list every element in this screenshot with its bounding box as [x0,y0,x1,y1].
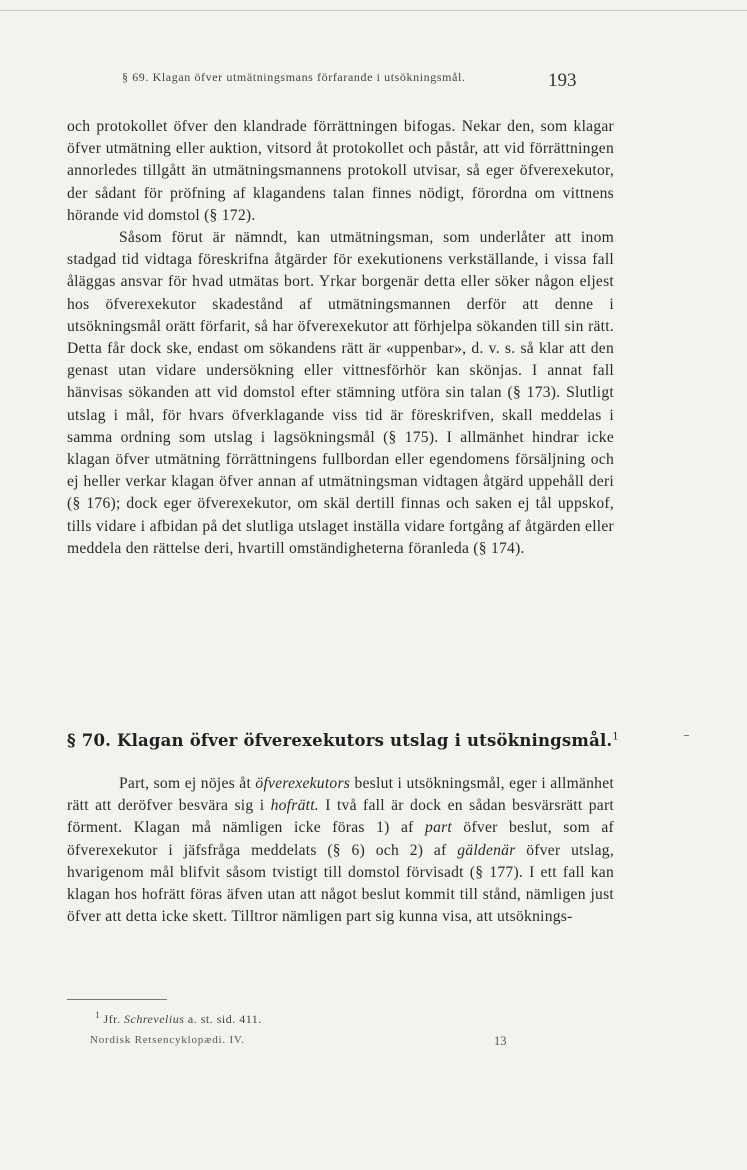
text-run: Part, som ej nöjes åt [119,775,256,792]
text-run: öfver utslag, hvarigenom mål blifvit såsom tvistigt till domstol förvisadt (§ 177). I ett fall kan klagan hos hofrätt föras äfven utan att något beslut kommit till stånd, nämligen just öfver att detta icke skett. Tilltror nämligen part sig kunna visa, att utsöknings- [67,841,614,926]
scan-top-edge [0,10,747,11]
paragraph-2: Såsom förut är nämndt, kan utmätningsman, som underlåter att inom stadgad tid vidtaga föreskrifna åtgärder för exekutionens verkställande, i vissa fall åläggas ansvar för hvad utmätas bort. Yrkar borgenär detta eller söker någon eljest hos öfverexekutor skadestånd af utmätningsmannen derför att denne i utsökningsmål orätt förfarit, så har öfverexekutor att förhjelpa sökanden till sin rätt. Detta får dock ske, endast om sökandens rätt är «uppenbar», d. v. s. så klar att den genast utan vidare undersökning eller vittnesförhör kan skönjas. I annat fall hänvisas sökanden att vid domstol efter stämning utföra sin talan (§ 173). Slutligt utslag i mål, för hvars öfverklagande viss tid är föreskrifven, skall meddelas i samma ordning som utslag i lagsökningsmål (§ 175). I allmänhet hindrar icke klagan öfver utmätning förrättningens fullbordan eller egendomens försäljning och ej heller verkar klagan öfver annan af utmätningsman vidtagen åtgärd uppehåll deri (§ 176); dock eger öfverexekutor, om skäl dertill finnas och saken ej tål uppskof, tills vidare i afbidan på det slutliga utslaget inställa vidare fortgång af åtgärden eller meddela den rättelse deri, hvartill omständigheterna föranleda (§ 174). [67,229,614,557]
running-head: § 69. Klagan öfver utmätningsmans förfarande i utsökningsmål. [122,70,466,84]
italic-term: hofrätt. [270,797,319,815]
section-paragraph [67,773,614,928]
body-text [67,116,614,560]
italic-term: part [425,819,453,837]
italic-term: öfverexekutors [255,775,351,792]
footnote-rule [67,999,167,1000]
paragraph-1: och protokollet öfver den klandrade förrättningen bifogas. Nekar den, som klagar öfver utmätning eller auktion, vitsord åt protokollet och påstår, att vid förrättningen annorledes tillgått än utmätningsmannens protokoll utvisar, så eger öfverexekutor, der sådant för pröfning af klagandens talan finnes nödigt, förordna om vittnens hörande vid domstol (§ 172). [67,118,614,224]
italic-term: gäldenär [457,841,516,859]
footnote [95,1010,262,1027]
page-number: 193 [548,70,577,91]
footnote-reference: 1 [612,731,619,743]
section-heading-text: § 70. Klagan öfver öfverexekutors utslag i utsökningsmål. [67,731,613,750]
footnote-mark: 1 [95,1010,100,1020]
imprint-work-title: Nordisk Retsencyklopædi. IV. [90,1034,245,1046]
section-text [67,773,614,928]
footnote-ref: a. st. sid. 411. [184,1012,262,1026]
footnote-prefix: Jfr. [103,1012,124,1026]
footnote-author: Schrevelius [124,1012,185,1026]
margin-mark [684,735,689,736]
section-heading [67,731,627,750]
text-run: I två fall är dock en sådan besvärsrätt part förment. Klagan må nämligen icke föras 1) af [67,797,615,837]
text-run: beslut i utsökningsmål, eger i allmänhet rätt att deröfver besvära sig i [67,775,614,815]
text-run: öfver beslut, som af öfverexekutor i jäfsfråga meddelats (§ 6) och 2) af [67,819,614,859]
printer-signature: 13 [494,1034,507,1048]
